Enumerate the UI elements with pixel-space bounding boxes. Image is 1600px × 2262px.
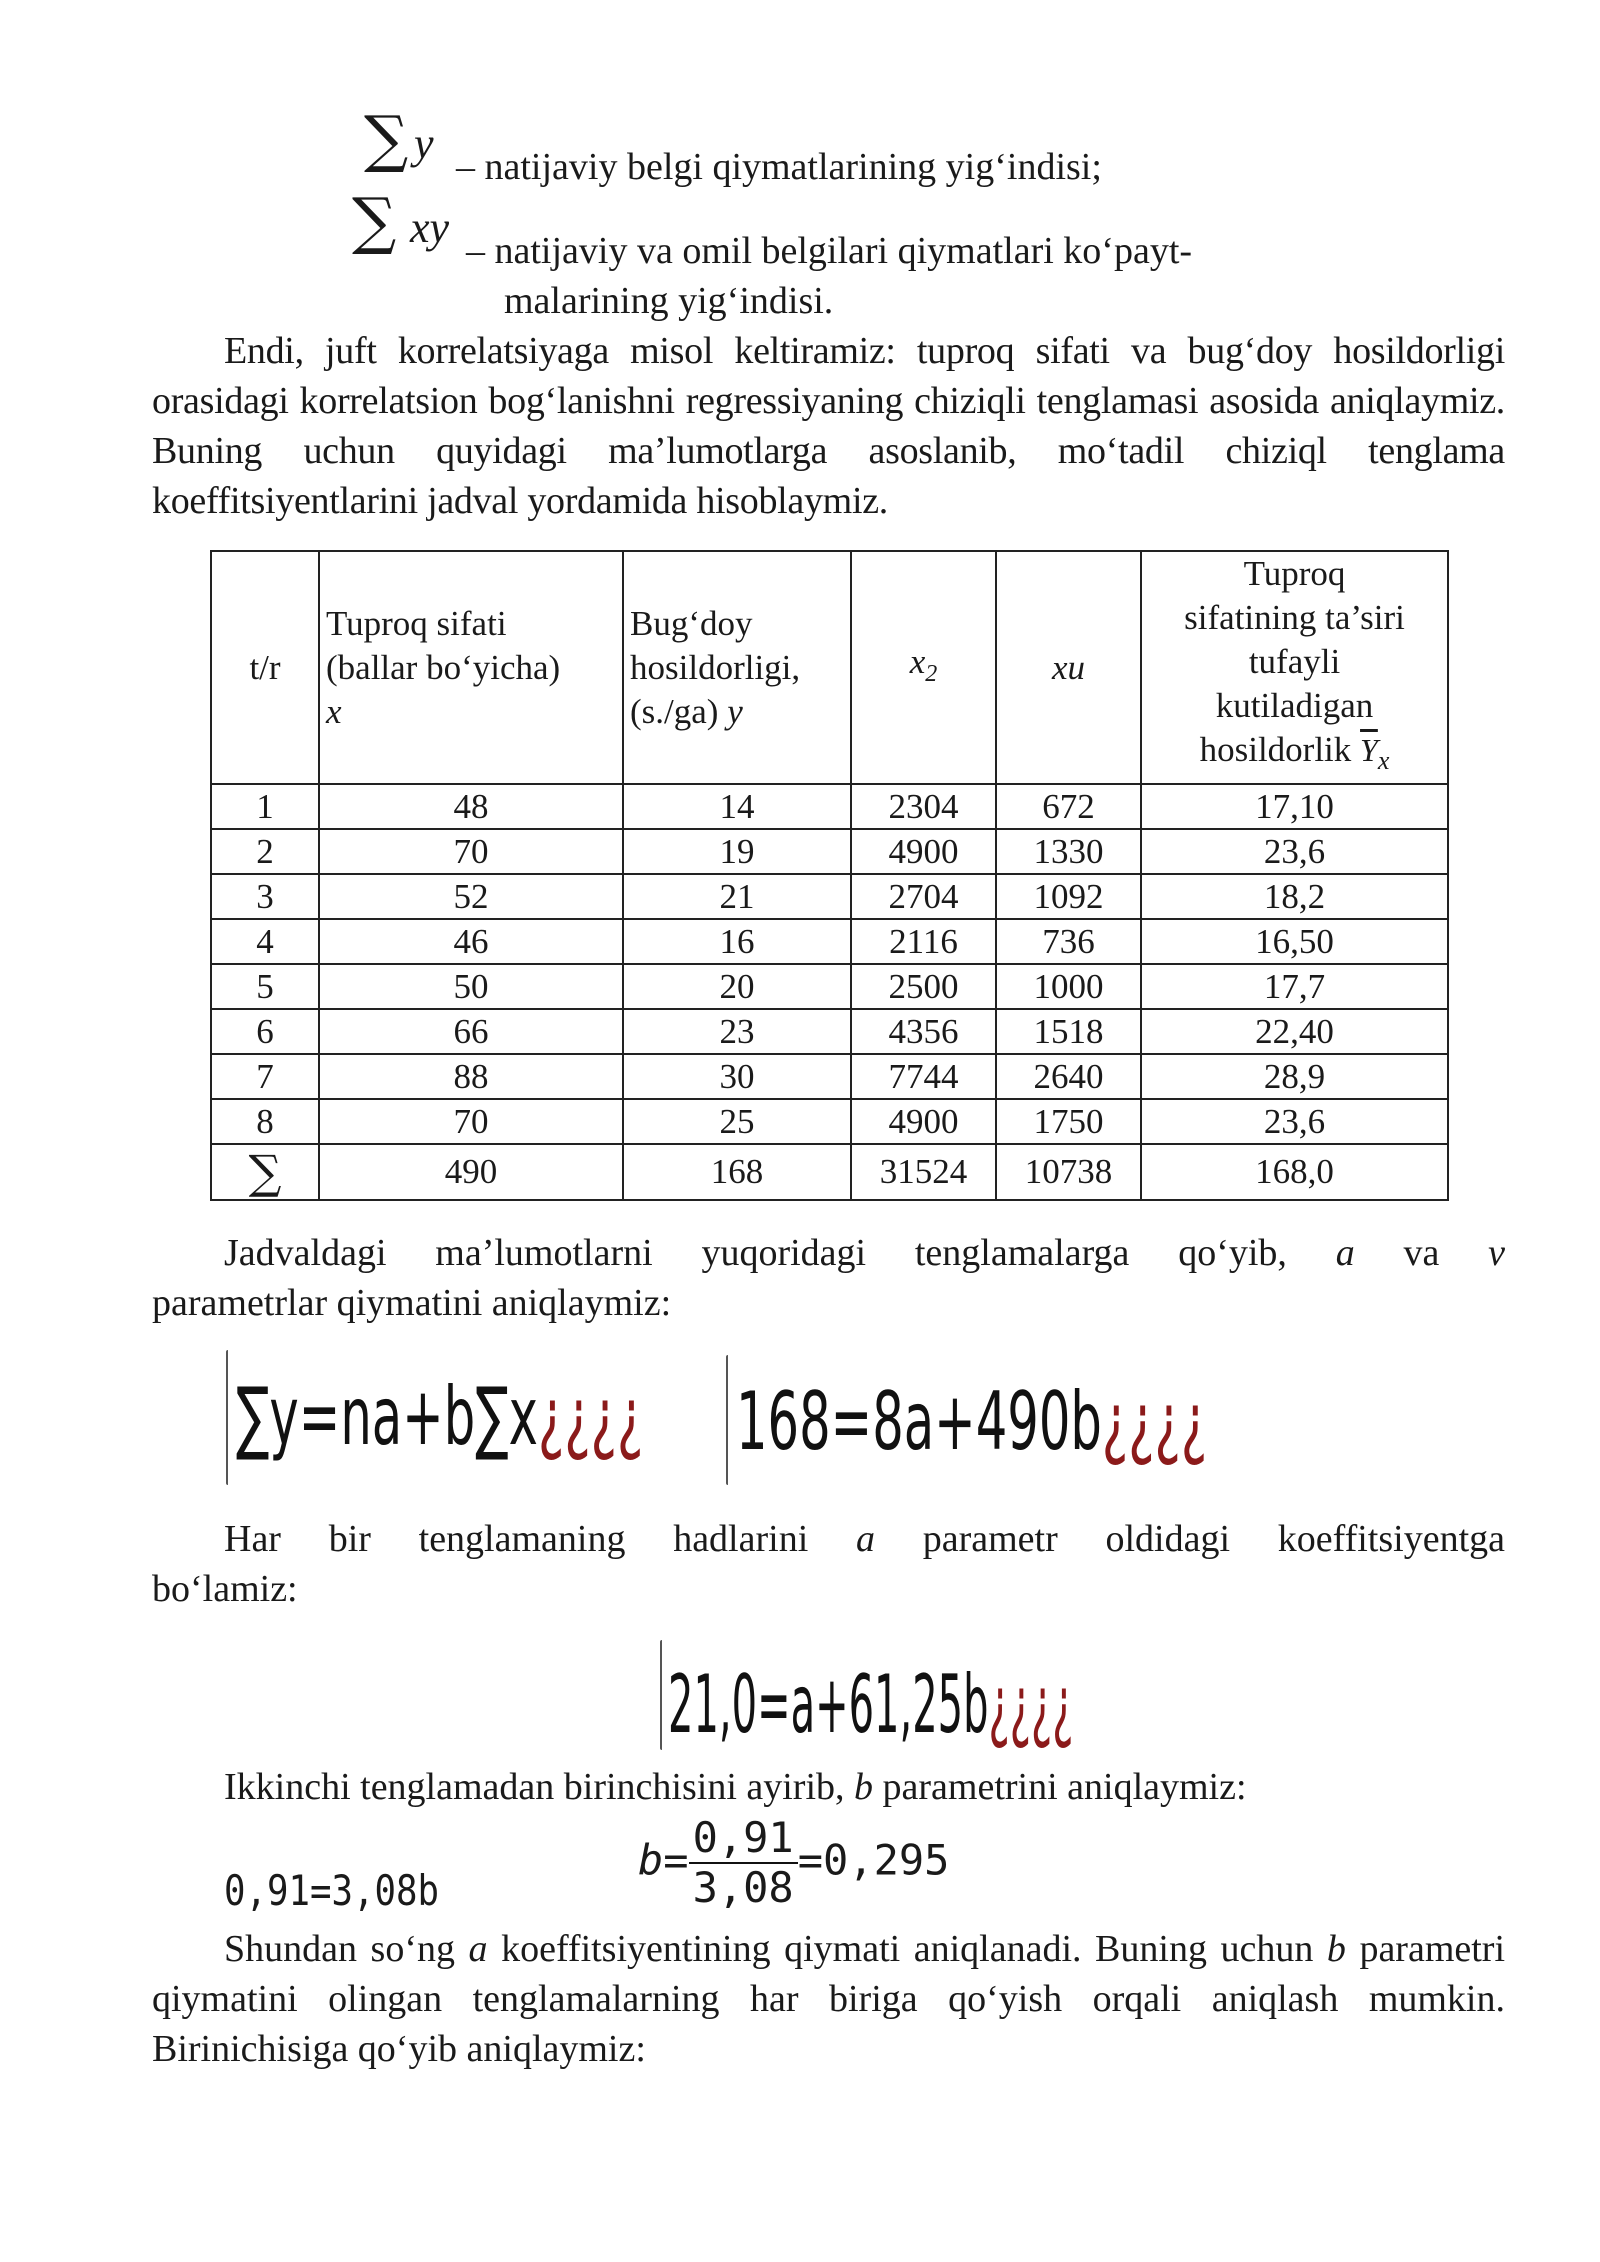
table-cell-n: 8 [211,1099,319,1144]
equation-brace-1 [226,1350,228,1485]
definition-symbol-xy: xy [410,203,450,252]
eq5-denominator: 3,08 [692,1863,794,1912]
table-cell-xu: 1518 [996,1009,1141,1054]
table-cell-y: 30 [623,1054,851,1099]
table-cell-yx: 23,6 [1141,1099,1448,1144]
equation-brace-2 [726,1355,728,1485]
param-a: a [1335,1232,1355,1274]
table-cell-y: 25 [623,1099,851,1144]
table-cell-n: 3 [211,874,319,919]
para3-text-b: parametr oldidagi koeffitsiyentga bo‘lamiz: [152,1518,1505,1610]
para3-text-a: Har bir tenglamaning hadlarini [224,1518,809,1560]
table-cell-x: 48 [319,784,623,829]
param-a-2: a [856,1518,875,1560]
definition-text-xy-continued: malarining yig‘indisi. [504,280,834,322]
table-cell-xu: 2640 [996,1054,1141,1099]
table-cell-yx: 18,2 [1141,874,1448,919]
sigma-symbol-2: ∑ [352,184,397,257]
header-y-line1: Bug‘doy [630,603,753,643]
header-yx-line1: Tuproq [1243,554,1346,593]
eq1-sigma: ∑ [236,1370,270,1463]
table-cell-yx: 16,50 [1141,919,1448,964]
eq1-rest: x [508,1370,538,1463]
table-cell-x: 70 [319,829,623,874]
coefficient-paragraph [152,1924,1505,2074]
header-soil-quality [319,551,623,784]
table-row [211,1009,1448,1054]
eq1-junk: ¿¿¿¿ [537,1370,644,1463]
sigma-symbol-1: ∑ [364,102,409,175]
table-row [211,1054,1448,1099]
header-x-line2: (ballar bo‘yicha) [326,647,561,687]
table-cell-x: 70 [319,1099,623,1144]
param-b: b [854,1766,874,1808]
table-cell-n: 1 [211,784,319,829]
table-row [211,964,1448,1009]
header-wheat-yield [623,551,851,784]
sum-cell-yx: 168,0 [1141,1144,1448,1200]
header-xu-var: xu [1051,647,1086,687]
eq1-lhs: y=na+b [269,1370,476,1463]
eq2-junk: ¿¿¿¿ [1101,1375,1208,1468]
equation-b-value [638,1814,949,1912]
definition-text-xy: – natijaviy va omil belgilari qiymatlari ko‘payt- [466,230,1193,272]
table-cell-x: 50 [319,964,623,1009]
equation-difference: 0,91=3,08b [224,1866,439,1915]
eq5-rhs: =0,295 [797,1835,950,1885]
para2-text-mid: va [1403,1232,1440,1274]
table-cell-y: 21 [623,874,851,919]
para5-text-b: koeffitsiyentining qiymati aniqlanadi. Buning uchun [501,1928,1314,1970]
header-y-var: y [727,691,743,731]
header-x-squared [851,551,996,784]
header-x-line1: Tuproq sifati [326,603,507,643]
definition-symbol-y: y [414,119,434,168]
para4-text-a: Ikkinchi tenglamadan birinchisini ayirib, [224,1766,845,1808]
table-cell-n: 2 [211,829,319,874]
table-cell-y: 19 [623,829,851,874]
equation-reduced [668,1658,1073,1751]
eq2-text: 168=8a+490b [736,1375,1102,1468]
table-cell-yx: 17,7 [1141,964,1448,1009]
sum-cell-y: 168 [623,1144,851,1200]
table-row [211,874,1448,919]
header-x-var: x [326,691,342,731]
eq5-lhs: b= [638,1835,689,1885]
table-cell-xu: 672 [996,784,1141,829]
para4-text-b: parametrini aniqlaymiz: [882,1766,1247,1808]
table-cell-x: 88 [319,1054,623,1099]
subtraction-paragraph [152,1762,1505,1812]
param-a-3: a [468,1928,488,1970]
table-cell-x2: 2116 [851,919,996,964]
header-yx-line4: kutiladigan [1215,686,1374,725]
equation-normal-1 [236,1370,643,1463]
table-cell-xu: 1750 [996,1099,1141,1144]
table-cell-n: 4 [211,919,319,964]
table-row [211,784,1448,829]
header-y-line2: hosildorligi, [630,647,801,687]
table-cell-y: 14 [623,784,851,829]
header-yx-line5: hosildorlik [1199,730,1352,769]
equation-normal-2 [736,1375,1207,1468]
param-b-2: b [1326,1928,1346,1970]
header-expected-yield [1141,551,1448,784]
table-cell-xu: 1000 [996,964,1141,1009]
header-y-line3: (s./ga) [630,691,719,731]
equation-brace-3 [660,1640,662,1750]
table-cell-x: 46 [319,919,623,964]
header-yx-line2: sifatining ta’siri [1184,598,1405,637]
table-row [211,919,1448,964]
table-cell-x2: 7744 [851,1054,996,1099]
eq5-fraction [689,1814,798,1912]
table-cell-x2: 2304 [851,784,996,829]
table-cell-y: 23 [623,1009,851,1054]
table-cell-yx: 17,10 [1141,784,1448,829]
correlation-table [210,550,1449,1201]
table-cell-n: 7 [211,1054,319,1099]
definition-text-y: – natijaviy belgi qiymatlarining yig‘indisi; [456,146,1102,188]
table-sum-row [211,1144,1448,1200]
table-cell-yx: 28,9 [1141,1054,1448,1099]
header-tr: t/r [211,551,319,784]
table-cell-x2: 4900 [851,1099,996,1144]
sum-cell-x: 490 [319,1144,623,1200]
table-cell-x2: 2500 [851,964,996,1009]
eq5-numerator: 0,91 [689,1814,798,1864]
table-cell-n: 5 [211,964,319,1009]
intro-paragraph: Endi, juft korrelatsiyaga misol keltiramiz: tuproq sifati va bug‘doy hosildorligi orasidagi korrelatsion bog‘lanishni regressiyaning chiziqli tenglamasi asosida aniqlaymiz. Buning uchun quyidagi ma’lumotlarga asoslanib, mo‘tadil chiziql tenglama koeffitsiyentlarini jadval yordamida hisoblaymiz. [152,330,1505,522]
header-x2-sub: 2 [925,660,938,687]
table-cell-xu: 736 [996,919,1141,964]
table-cell-x2: 4900 [851,829,996,874]
division-paragraph [152,1514,1505,1614]
header-yx-line3: tufayli [1248,642,1341,681]
table-cell-n: 6 [211,1009,319,1054]
table-cell-xu: 1092 [996,874,1141,919]
param-v: v [1488,1232,1506,1274]
table-cell-y: 16 [623,919,851,964]
table-cell-x: 52 [319,874,623,919]
header-x2-var: x [909,641,926,681]
para2-text-a: Jadvaldagi ma’lumotlarni yuqoridagi tenglamalarga qo‘yib, [224,1232,1287,1274]
sum-cell-x2: 31524 [851,1144,996,1200]
table-cell-x2: 4356 [851,1009,996,1054]
para5-text-a: Shundan so‘ng [224,1928,455,1970]
sum-cell-symbol: ∑ [211,1144,319,1200]
table-row [211,829,1448,874]
table-cell-yx: 22,40 [1141,1009,1448,1054]
table-cell-x: 66 [319,1009,623,1054]
eq1-sigma2: ∑ [475,1370,509,1463]
header-yx-sub: x [1377,746,1390,775]
header-xu [996,551,1141,784]
para5-text-c: parametri qiymatini olingan tenglamalarning har biriga qo‘yish orqali aniqlash mumkin. Birinichisiga qo‘yib aniqlaymiz: [152,1928,1506,2070]
table-body [211,784,1448,1200]
substitution-paragraph [152,1228,1505,1328]
header-yx-symbol: $\overline{Y}$ [1360,732,1378,768]
table-header-row [211,551,1448,784]
eq3-text: 21,0=a+61,25b [668,1658,989,1751]
table-cell-xu: 1330 [996,829,1141,874]
table-row [211,1099,1448,1144]
eq3-junk: ¿¿¿¿ [988,1658,1074,1751]
sum-cell-xu: 10738 [996,1144,1141,1200]
table-cell-y: 20 [623,964,851,1009]
table-cell-yx: 23,6 [1141,829,1448,874]
table-cell-x2: 2704 [851,874,996,919]
para2-text-b: parametrlar qiymatini aniqlaymiz: [152,1282,672,1324]
